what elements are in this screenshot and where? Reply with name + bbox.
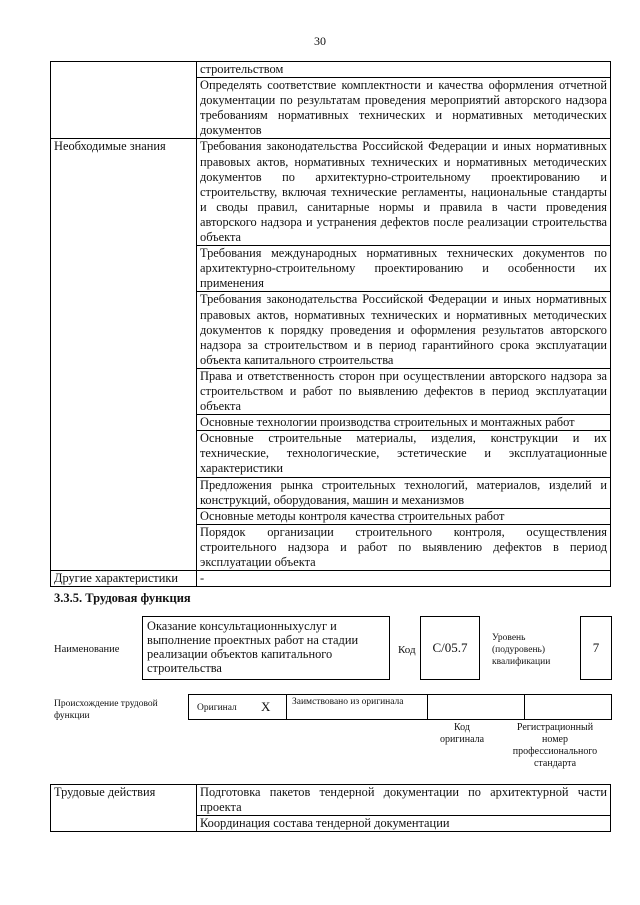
divider xyxy=(524,695,525,719)
borrowed-label: Заимствовано из оригинала xyxy=(292,697,404,707)
divider xyxy=(427,695,428,719)
table-cell: Основные технологии производства строительных и монтажных работ xyxy=(197,415,611,431)
table-cell: строительством xyxy=(197,62,611,78)
code-box xyxy=(420,616,480,680)
row-label-other: Другие характеристики xyxy=(51,571,197,587)
level-box xyxy=(580,616,612,680)
level-label: Уровень (подуровень) квалификации xyxy=(492,633,551,667)
code-caption: Код оригинала xyxy=(439,722,485,745)
registration-caption: Регистрационный номер профессионального стандарта xyxy=(512,722,598,769)
actions-table xyxy=(50,784,611,832)
original-label: Оригинал xyxy=(197,703,237,713)
level-value: 7 xyxy=(592,640,600,655)
origin-label: Происхождение трудовой функции xyxy=(54,699,158,721)
table-cell: Требования законодательства Российской Федерации и иных нормативных правовых актов, нормативных технических и нормативных методических документов к порядку проведения и оформления результатов авторского надзора за строительством и в период гарантийного срока эксплуатации объекта капитального строительства xyxy=(197,292,611,368)
table-row xyxy=(51,785,611,816)
function-name: Оказание консультационныхуслуг и выполнение проектных работ на стадии реализации объектов капитального строительства xyxy=(147,619,359,675)
name-label: Наименование xyxy=(54,644,120,655)
table-cell: Подготовка пакетов тендерной документации по архитектурной части проекта xyxy=(197,785,611,816)
table-cell: Основные строительные материалы, изделия, конструкции и их технические, технологические, эстетические и эксплуатационные характеристики xyxy=(197,431,611,477)
code-value: С/05.7 xyxy=(432,640,468,655)
table-cell: - xyxy=(197,571,611,587)
row-label xyxy=(51,62,197,139)
section-title: 3.3.5. Трудовая функция xyxy=(54,591,191,605)
function-name-box xyxy=(142,616,390,680)
table-cell: Основные методы контроля качества строительных работ xyxy=(197,508,611,524)
table-cell: Требования международных нормативных технических документов по архитектурно-строительному проектированию и особенности их применения xyxy=(197,246,611,292)
row-label-knowledge: Необходимые знания xyxy=(51,139,197,571)
divider xyxy=(286,695,287,719)
page-number: 30 xyxy=(314,34,326,48)
table-cell: Координация состава тендерной документации xyxy=(197,816,611,832)
table-cell: Права и ответственность сторон при осуществлении авторского надзора за строительством и работ по выявлению дефектов в период эксплуатации объекта xyxy=(197,368,611,414)
table-row xyxy=(51,571,611,587)
code-label: Код xyxy=(398,644,416,656)
table-row xyxy=(51,139,611,246)
table-cell: Требования законодательства Российской Федерации и иных нормативных правовых актов, нормативных технических и нормативных методических документов по архитектурно-строительному проектированию и строительству, включая технические регламенты, национальные стандарты и своды правил, санитарные нормы и правила в части проведения авторского надзора и устранения дефектов после реализации строительства объекта xyxy=(197,139,611,246)
origin-row xyxy=(188,694,612,720)
table-cell: Порядок организации строительного контроля, осуществления строительного надзора и работ по выявлению дефектов в период эксплуатации объекта xyxy=(197,524,611,570)
original-mark: X xyxy=(261,699,271,714)
table-row xyxy=(51,62,611,78)
knowledge-table xyxy=(50,61,611,587)
table-cell: Предложения рынка строительных технологий, материалов, изделий и конструкций, оборудования, машин и механизмов xyxy=(197,477,611,508)
table-cell: Определять соответствие комплектности и качества оформления отчетной документации по результатам проведения мероприятий авторского надзора требованиям нормативных технических и нормативных методических документов xyxy=(197,78,611,139)
actions-label: Трудовые действия xyxy=(51,785,197,832)
